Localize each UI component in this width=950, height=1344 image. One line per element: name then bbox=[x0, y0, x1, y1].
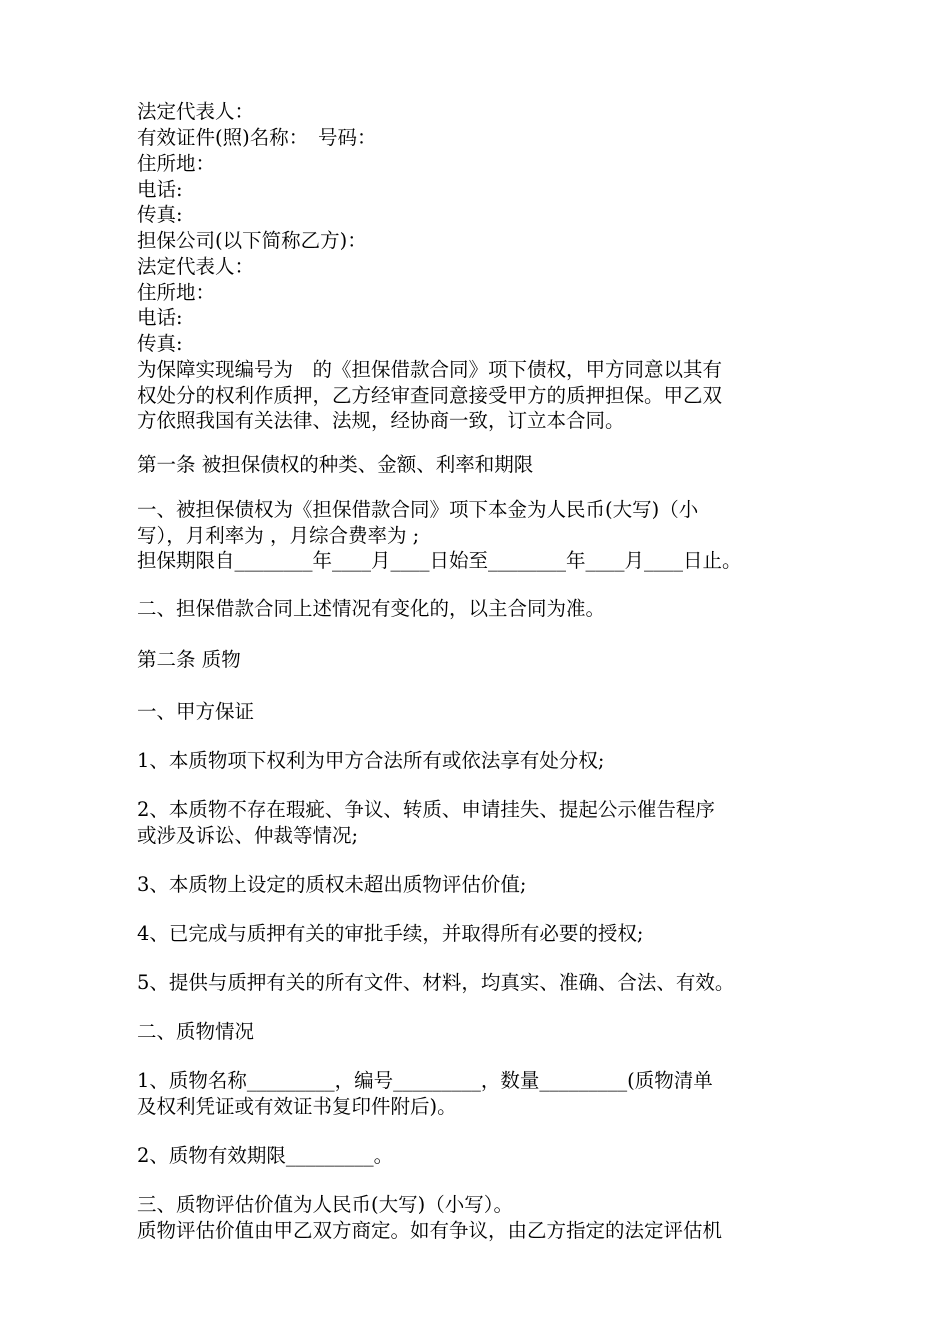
guarantee-period-line: 担保期限自________年____月____日始至________年____月____日止。 bbox=[137, 549, 742, 572]
fax-line: 传真: bbox=[137, 203, 183, 226]
list-item-continuation: 或涉及诉讼、仲裁等情况; bbox=[137, 824, 359, 847]
address-line: 住所地： bbox=[137, 152, 216, 175]
preamble-line-2: 权处分的权利作质押，乙方经审查同意接受甲方的质押担保。甲乙双 bbox=[137, 384, 723, 407]
preamble-line-1: 为保障实现编号为 的《担保借款合同》项下债权，甲方同意以其有 bbox=[137, 358, 723, 381]
clause-text: 质物评估价值由甲乙双方商定。如有争议，由乙方指定的法定评估机 bbox=[137, 1219, 723, 1242]
clause-text: 一、被担保债权为《担保借款合同》项下本金为人民币(大写)（小 bbox=[137, 498, 699, 521]
id-document-line: 有效证件(照)名称： 号码： bbox=[137, 126, 377, 149]
article-1-heading: 第一条 被担保债权的种类、金额、利率和期限 bbox=[137, 453, 534, 476]
address-line-2: 住所地： bbox=[137, 281, 216, 304]
section-heading: 一、甲方保证 bbox=[137, 700, 255, 723]
list-item: 2、质物有效期限_________。 bbox=[137, 1144, 394, 1167]
list-item: 5、提供与质押有关的所有文件、材料，均真实、准确、合法、有效。 bbox=[137, 971, 735, 994]
preamble-line-3: 方依照我国有关法律、法规，经协商一致，订立本合同。 bbox=[137, 409, 625, 432]
phone-line: 电话: bbox=[137, 178, 183, 201]
list-item-continuation: 及权利凭证或有效证书复印件附后)。 bbox=[137, 1095, 457, 1118]
list-item: 2、本质物不存在瑕疵、争议、转质、申请挂失、提起公示催告程序 bbox=[137, 798, 715, 821]
section-heading: 三、质物评估价值为人民币(大写)（小写）。 bbox=[137, 1193, 513, 1216]
clause-text: 二、担保借款合同上述情况有变化的，以主合同为准。 bbox=[137, 597, 606, 620]
phone-line-2: 电话: bbox=[137, 306, 183, 329]
clause-text: 写），月利率为 ，月综合费率为 ; bbox=[137, 524, 420, 547]
fax-line-2: 传真: bbox=[137, 332, 183, 355]
list-item: 4、已完成与质押有关的审批手续，并取得所有必要的授权; bbox=[137, 922, 644, 945]
article-2-heading: 第二条 质物 bbox=[137, 648, 241, 671]
list-item: 3、本质物上设定的质权未超出质物评估价值; bbox=[137, 873, 527, 896]
guarantor-company-line: 担保公司(以下简称乙方)： bbox=[137, 229, 367, 252]
section-heading: 二、质物情况 bbox=[137, 1020, 255, 1043]
list-item: 1、本质物项下权利为甲方合法所有或依法享有处分权; bbox=[137, 749, 605, 772]
legal-representative-line: 法定代表人： bbox=[137, 100, 255, 123]
legal-representative-line-2: 法定代表人： bbox=[137, 255, 255, 278]
list-item: 1、质物名称_________，编号_________，数量_________(质物清单 bbox=[137, 1069, 713, 1092]
